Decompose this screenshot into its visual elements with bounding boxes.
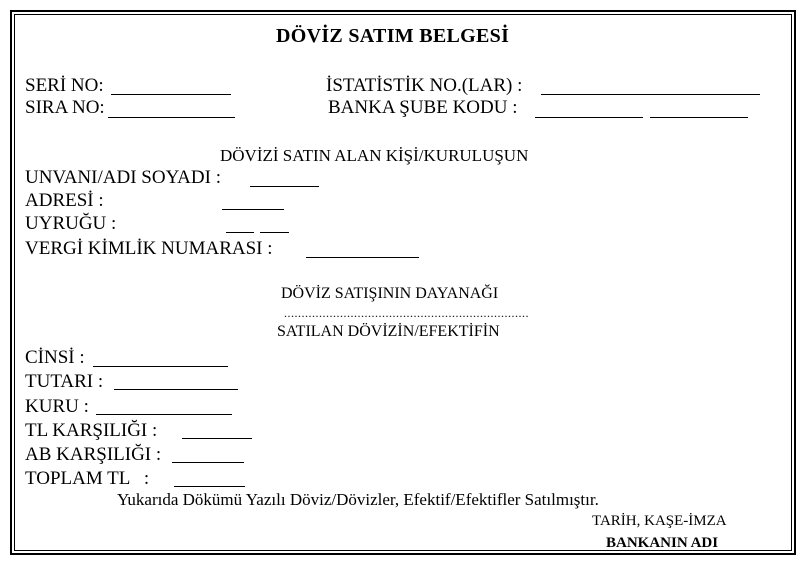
istatistik-no-label: İSTATİSTİK NO.(LAR) : xyxy=(326,75,523,96)
cinsi-label: CİNSİ : xyxy=(25,347,85,368)
banka-sube-kodu-field-2[interactable] xyxy=(650,117,748,118)
bank-name-label: BANKANIN ADI xyxy=(606,535,719,551)
adresi-field[interactable] xyxy=(222,209,284,210)
buyer-section-heading: DÖVİZİ SATIN ALAN KİŞİ/KURULUŞUN xyxy=(220,146,529,165)
vergi-kimlik-field[interactable] xyxy=(306,257,419,258)
cinsi-field[interactable] xyxy=(93,366,228,367)
seri-no-field[interactable] xyxy=(111,94,231,95)
tl-karsiligi-field[interactable] xyxy=(182,438,252,439)
vergi-kimlik-label: VERGİ KİMLİK NUMARASI : xyxy=(25,238,273,259)
ab-karsiligi-field[interactable] xyxy=(172,462,244,463)
unvani-field[interactable] xyxy=(250,186,319,187)
sira-no-label: SIRA NO: xyxy=(25,97,105,118)
sira-no-field[interactable] xyxy=(108,117,235,118)
banka-sube-kodu-field-1[interactable] xyxy=(535,117,643,118)
kuru-field[interactable] xyxy=(96,414,232,415)
adresi-label: ADRESİ : xyxy=(25,190,104,211)
sold-section-heading: SATILAN DÖVİZİN/EFEKTİFİN xyxy=(277,323,500,340)
tutari-field[interactable] xyxy=(114,389,238,390)
ab-karsiligi-label: AB KARŞILIĞI : xyxy=(25,444,162,465)
kuru-label: KURU : xyxy=(25,396,89,417)
tutari-label: TUTARI : xyxy=(25,371,104,392)
basis-dotted-field[interactable]: ...................................................................... xyxy=(284,306,529,320)
tl-karsiligi-label: TL KARŞILIĞI : xyxy=(25,420,158,441)
toplam-tl-field[interactable] xyxy=(174,486,245,487)
form-title: DÖVİZ SATIM BELGESİ xyxy=(276,25,510,47)
uyrugu-field-2[interactable] xyxy=(260,232,289,233)
istatistik-no-field[interactable] xyxy=(541,94,760,95)
uyrugu-field-1[interactable] xyxy=(226,232,254,233)
date-stamp-signature-label: TARİH, KAŞE-İMZA xyxy=(592,513,727,529)
seri-no-label: SERİ NO: xyxy=(25,75,104,96)
sale-statement: Yukarıda Dökümü Yazılı Döviz/Dövizler, Efektif/Efektifler Satılmıştır. xyxy=(117,490,599,509)
uyrugu-label: UYRUĞU : xyxy=(25,213,117,234)
basis-section-heading: DÖVİZ SATIŞININ DAYANAĞI xyxy=(281,285,499,302)
unvani-label: UNVANI/ADI SOYADI : xyxy=(25,167,221,188)
toplam-tl-label: TOPLAM TL : xyxy=(25,468,150,489)
banka-sube-kodu-label: BANKA ŞUBE KODU : xyxy=(328,97,518,118)
